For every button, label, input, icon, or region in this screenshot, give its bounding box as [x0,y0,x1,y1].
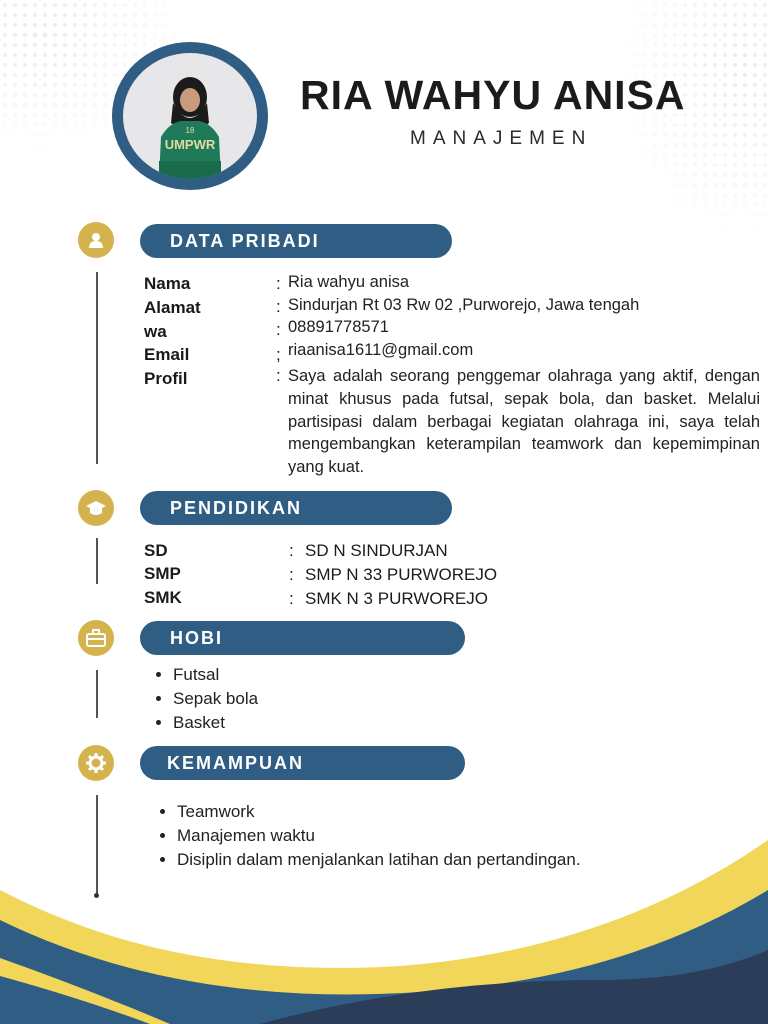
list-item: • Teamwork [177,800,581,824]
list-item: • Manajemen waktu [177,824,581,848]
colon: ; [276,345,281,364]
label-sd: SD [144,541,168,560]
colon: : [289,565,294,584]
value-wa: 08891778571 [288,318,389,336]
bottom-wave-decoration [0,830,768,1024]
timeline-line-1 [96,272,98,464]
kemampuan-header: KEMAMPUAN [140,746,465,780]
colon: : [276,366,281,385]
label-smp: SMP [144,564,181,583]
label-wa: wa [144,322,167,341]
value-smk: SMK N 3 PURWOREJO [305,589,488,608]
label-email: Email [144,345,190,364]
profil-paragraph: Saya adalah seorang penggemar olahraga yang aktif, dengan minat khusus pada futsal, sepak bola, dan basket. Melalui partisipasi dalam berbagai kegiatan olahraga ini, saya telah mengembangkan keterampilan teamwork dan kepemimpinan yang kuat. [288,367,760,477]
person-name: RIA WAHYU ANISA [300,72,686,118]
value-smp: SMP N 33 PURWOREJO [305,565,498,584]
colon: : [276,297,281,316]
hobi-list [151,663,258,734]
list-item: • Basket [173,711,258,735]
gear-icon [85,752,107,774]
hobi-section-icon [78,620,114,656]
data-pribadi-section-icon [78,222,114,258]
profile-photo [123,53,257,179]
user-icon [86,230,106,250]
colon: : [289,541,294,560]
value-sd: SD N SINDURJAN [305,541,448,560]
timeline-line-2 [96,538,98,584]
colon: : [276,320,281,339]
list-item: • Futsal [173,663,258,687]
kemampuan-section-icon [78,745,114,781]
briefcase-icon [85,628,107,648]
hobi-header: HOBI [140,621,465,655]
colon: : [276,274,281,293]
value-email: riaanisa1611@gmail.com [288,341,474,359]
data-pribadi-header: DATA PRIBADI [140,224,452,258]
pendidikan-section-icon [78,490,114,526]
person-role: MANAJEMEN [410,128,593,149]
list-item: • Disiplin dalam menjalankan latihan dan pertandingan. [177,848,581,872]
pendidikan-header: PENDIDIKAN [140,491,452,525]
label-profil: Profil [144,369,188,388]
label-nama: Nama [144,274,191,293]
graduation-cap-icon [85,498,107,518]
label-alamat: Alamat [144,298,201,317]
list-item: • Sepak bola [173,687,258,711]
value-nama: Ria wahyu anisa [288,273,410,291]
timeline-line-3 [96,670,98,718]
colon: : [289,589,294,608]
jersey-text: UMPWR [164,137,216,152]
label-smk: SMK [144,588,182,607]
value-alamat: Sindurjan Rt 03 Rw 02 ,Purworejo, Jawa tengah [288,296,640,314]
jersey-number: 18 [185,126,195,135]
